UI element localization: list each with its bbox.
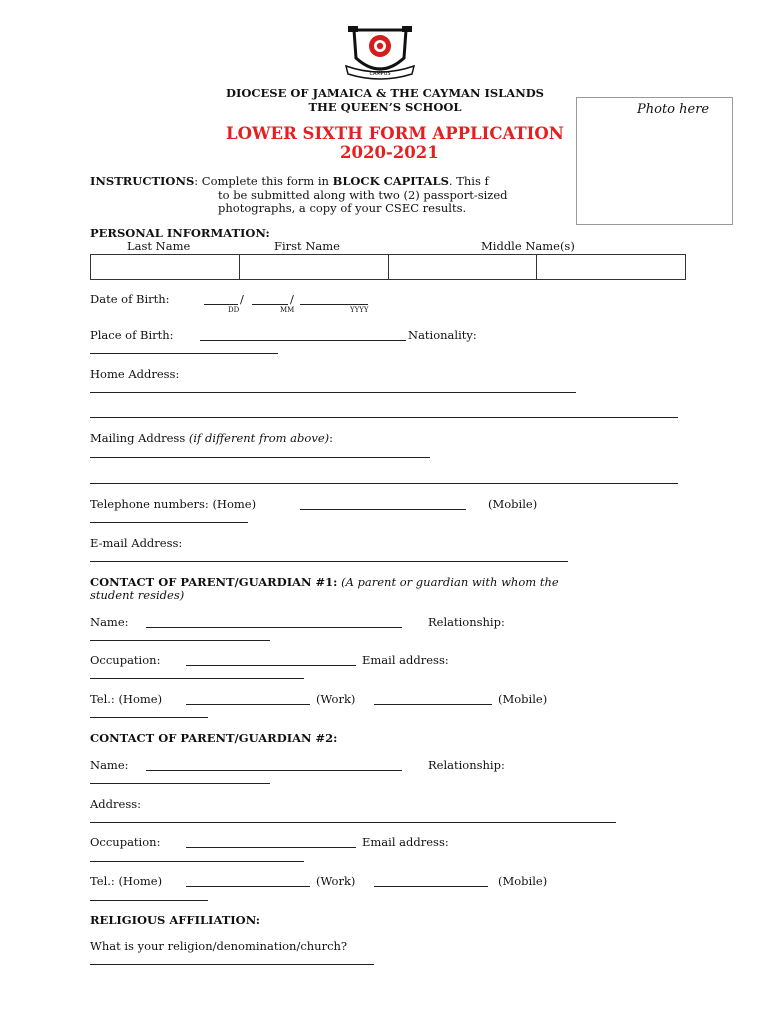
nationality-field[interactable] <box>90 353 278 354</box>
crest-ribbon-text: CAMPUS <box>369 71 391 77</box>
mailing-address-field-2[interactable] <box>90 483 678 484</box>
guardian1-occupation-field[interactable] <box>186 665 356 666</box>
first-name-field[interactable] <box>239 255 388 280</box>
guardian2-relationship-label: Relationship: <box>428 758 505 772</box>
yyyy-label: YYYY <box>350 306 369 314</box>
last-name-label: Last Name <box>127 239 191 253</box>
guardian1-tel-work-label: (Work) <box>316 692 356 706</box>
guardian1-occupation-label: Occupation: <box>90 653 161 667</box>
guardian2-address-label: Address: <box>90 797 142 811</box>
guardian2-address-field[interactable] <box>90 822 616 823</box>
instructions-label: INSTRUCTIONS <box>90 174 195 188</box>
dob-month-field[interactable] <box>252 304 288 305</box>
block-capitals-text: BLOCK CAPITALS <box>332 174 449 188</box>
instructions-line-3: photographs, a copy of your CSEC results. <box>218 201 467 215</box>
guardian2-email-field[interactable] <box>90 861 304 862</box>
diocese-heading: DIOCESE OF JAMAICA & THE CAYMAN ISLANDS <box>226 86 544 100</box>
guardian1-email-field[interactable] <box>90 678 304 679</box>
pob-label: Place of Birth: <box>90 328 174 342</box>
guardian1-relationship-label: Relationship: <box>428 615 505 629</box>
dd-label: DD <box>228 306 240 314</box>
religion-field[interactable] <box>90 964 374 965</box>
home-address-label: Home Address: <box>90 367 180 381</box>
guardian2-tel-home-field[interactable] <box>186 886 310 887</box>
email-label: E-mail Address: <box>90 536 183 550</box>
first-name-label: First Name <box>274 239 340 253</box>
guardian1-heading-line <box>90 575 559 589</box>
guardian2-email-label: Email address: <box>362 835 449 849</box>
guardian1-tel-work-field[interactable] <box>374 704 492 705</box>
middle-name-field-1[interactable] <box>388 255 537 280</box>
guardian1-tel-home-label: Tel.: (Home) <box>90 692 163 706</box>
dob-day-field[interactable] <box>204 304 238 305</box>
name-entry-table <box>90 254 686 280</box>
guardian1-name-label: Name: <box>90 615 129 629</box>
middle-name-field-2[interactable] <box>537 255 686 280</box>
last-name-field[interactable] <box>91 255 240 280</box>
guardian2-tel-mobile-field[interactable] <box>90 900 208 901</box>
guardian2-tel-work-label: (Work) <box>316 874 356 888</box>
photo-label: Photo here <box>637 102 710 117</box>
school-crest-logo <box>344 24 416 82</box>
guardian2-tel-mobile-label: (Mobile) <box>498 874 548 888</box>
guardian2-heading: CONTACT OF PARENT/GUARDIAN #2: <box>90 731 338 745</box>
telephone-mobile-label: (Mobile) <box>488 497 538 511</box>
form-year: 2020-2021 <box>340 143 439 162</box>
dob-year-field[interactable] <box>300 304 368 305</box>
nationality-label: Nationality: <box>408 328 477 342</box>
religion-question: What is your religion/denomination/church? <box>90 939 348 953</box>
guardian2-name-label: Name: <box>90 758 129 772</box>
instructions-line-1: INSTRUCTIONS: Complete this form in BLOCK CAPITALS. This f <box>90 174 489 188</box>
school-name: THE QUEEN’S SCHOOL <box>308 100 462 114</box>
guardian1-heading: CONTACT OF PARENT/GUARDIAN #1: <box>90 575 338 589</box>
mailing-address-label: Mailing Address (if different from above): <box>90 431 333 445</box>
guardian2-tel-work-field[interactable] <box>374 886 488 887</box>
middle-name-label: Middle Name(s) <box>481 239 575 253</box>
dob-label: Date of Birth: <box>90 292 170 306</box>
guardian2-name-field[interactable] <box>146 770 402 771</box>
pob-field[interactable] <box>200 340 406 341</box>
guardian1-note: (A parent or guardian with whom the <box>341 575 559 589</box>
photo-placeholder-box[interactable] <box>576 97 733 225</box>
email-field[interactable] <box>90 561 568 562</box>
instructions-line-2: to be submitted along with two (2) passport-sized <box>218 188 508 202</box>
home-address-field-2[interactable] <box>90 417 678 418</box>
mm-label: MM <box>280 306 295 314</box>
religion-heading: RELIGIOUS AFFILIATION: <box>90 913 261 927</box>
telephone-home-field[interactable] <box>300 509 466 510</box>
telephone-home-label: Telephone numbers: (Home) <box>90 497 257 511</box>
guardian1-tel-mobile-field[interactable] <box>90 717 208 718</box>
form-title: LOWER SIXTH FORM APPLICATION <box>226 124 564 143</box>
guardian1-tel-mobile-label: (Mobile) <box>498 692 548 706</box>
personal-info-heading: PERSONAL INFORMATION: <box>90 226 270 240</box>
guardian1-tel-home-field[interactable] <box>186 704 310 705</box>
guardian2-occupation-field[interactable] <box>186 847 356 848</box>
guardian2-occupation-label: Occupation: <box>90 835 161 849</box>
guardian1-name-field[interactable] <box>146 627 402 628</box>
guardian1-note-line2: student resides) <box>90 588 185 602</box>
guardian1-email-label: Email address: <box>362 653 449 667</box>
guardian1-relationship-field[interactable] <box>90 640 270 641</box>
guardian2-relationship-field[interactable] <box>90 783 270 784</box>
mailing-address-field-1[interactable] <box>90 457 430 458</box>
telephone-mobile-field[interactable] <box>90 522 248 523</box>
guardian2-tel-home-label: Tel.: (Home) <box>90 874 163 888</box>
home-address-field-1[interactable] <box>90 392 576 393</box>
